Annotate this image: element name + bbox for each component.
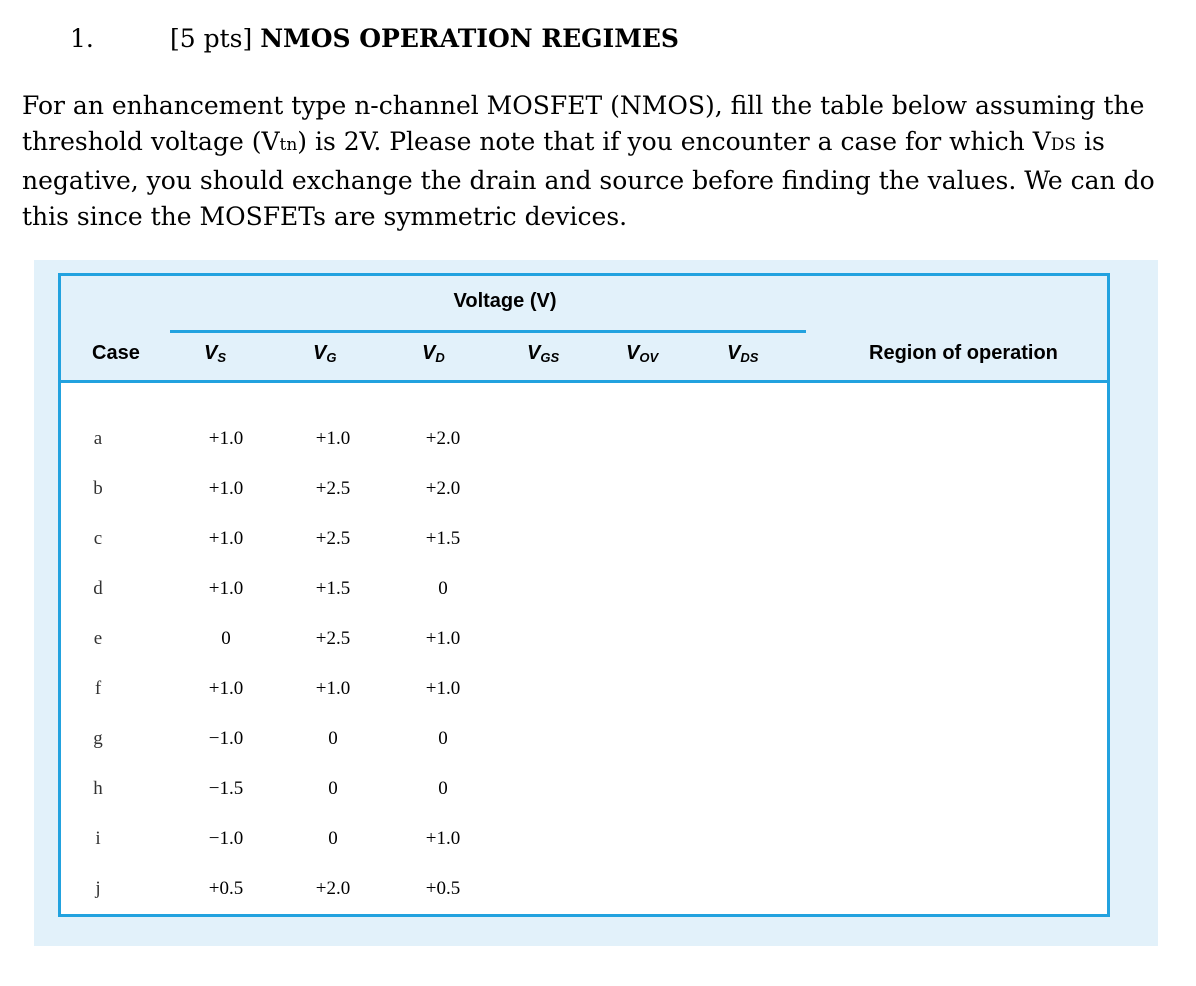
col-header-case: Case xyxy=(92,342,140,364)
instructions-part-3: is negative, you should exchange the drain and source before finding the values. We can do this since the MOSFETs are symmetric devices. xyxy=(22,127,1155,231)
row-a-vd: +2.0 xyxy=(425,428,461,449)
voltage-group-header: Voltage (V) xyxy=(453,290,557,312)
row-g-case: g xyxy=(93,728,103,749)
instructions-sub-ds: DS xyxy=(1050,135,1077,155)
col-header-vds-sub: DS xyxy=(740,350,759,365)
row-b-vd: +2.0 xyxy=(425,478,461,499)
instructions-part-2: ) is 2V. Please note that if you encounter a case for which V xyxy=(297,127,1051,156)
row-b-case: b xyxy=(93,478,103,499)
col-header-vgs-sub: GS xyxy=(540,350,560,365)
row-e-vd: +1.0 xyxy=(425,628,461,649)
row-f-case: f xyxy=(94,678,102,699)
row-i-vd: +1.0 xyxy=(425,828,461,849)
col-header-vs xyxy=(204,342,226,365)
col-header-region: Region of operation xyxy=(869,342,1058,364)
question-heading xyxy=(170,24,679,53)
col-header-vov-sub: OV xyxy=(639,350,659,365)
row-c-vs: +1.0 xyxy=(208,528,244,549)
question-title: NMOS OPERATION REGIMES xyxy=(260,24,679,53)
row-i-case: i xyxy=(95,828,101,849)
col-header-vgs xyxy=(527,342,559,365)
col-header-vd-main: V xyxy=(422,342,436,364)
col-header-vd-sub: D xyxy=(435,350,445,365)
row-a-case: a xyxy=(93,428,103,449)
row-a-vg: +1.0 xyxy=(315,428,351,449)
table-header-rule xyxy=(58,380,1110,383)
question-number: 1. xyxy=(70,24,94,53)
row-a-vs: +1.0 xyxy=(208,428,244,449)
instructions-part-1: For an enhancement type n-channel MOSFET (NMOS), fill the table below assuming the threshold voltage (V xyxy=(22,91,1145,156)
col-header-vov xyxy=(626,342,658,365)
row-d-vg: +1.5 xyxy=(315,578,351,599)
row-e-case: e xyxy=(93,628,103,649)
col-header-vg-main: V xyxy=(313,342,327,364)
row-e-vg: +2.5 xyxy=(315,628,351,649)
question-points: [5 pts] xyxy=(170,24,253,53)
row-h-vg: 0 xyxy=(328,778,338,799)
row-d-vs: +1.0 xyxy=(208,578,244,599)
row-b-vs: +1.0 xyxy=(208,478,244,499)
instructions-paragraph xyxy=(22,88,1172,235)
col-header-vds-main: V xyxy=(727,342,741,364)
col-header-vgs-main: V xyxy=(527,342,541,364)
row-c-vg: +2.5 xyxy=(315,528,351,549)
row-j-vd: +0.5 xyxy=(425,878,461,899)
row-e-vs: 0 xyxy=(221,628,231,649)
row-g-vd: 0 xyxy=(438,728,448,749)
row-c-case: c xyxy=(93,528,103,549)
row-h-case: h xyxy=(93,778,103,799)
row-h-vs: −1.5 xyxy=(208,778,244,799)
row-d-case: d xyxy=(93,578,103,599)
col-header-vds xyxy=(727,342,758,365)
row-f-vd: +1.0 xyxy=(425,678,461,699)
col-header-vov-main: V xyxy=(626,342,640,364)
voltage-group-rule xyxy=(170,330,806,333)
row-i-vg: 0 xyxy=(328,828,338,849)
col-header-vd xyxy=(422,342,445,365)
row-j-vs: +0.5 xyxy=(208,878,244,899)
col-header-vg-sub: G xyxy=(326,350,337,365)
row-i-vs: −1.0 xyxy=(208,828,244,849)
instructions-sub-tn: tn xyxy=(279,135,298,155)
row-b-vg: +2.5 xyxy=(315,478,351,499)
col-header-vs-sub: S xyxy=(217,350,227,365)
row-j-case: j xyxy=(95,878,101,899)
col-header-vs-main: V xyxy=(204,342,218,364)
row-j-vg: +2.0 xyxy=(315,878,351,899)
col-header-vg xyxy=(313,342,336,365)
row-c-vd: +1.5 xyxy=(425,528,461,549)
row-f-vs: +1.0 xyxy=(208,678,244,699)
row-d-vd: 0 xyxy=(438,578,448,599)
row-h-vd: 0 xyxy=(438,778,448,799)
row-g-vs: −1.0 xyxy=(208,728,244,749)
row-g-vg: 0 xyxy=(328,728,338,749)
row-f-vg: +1.0 xyxy=(315,678,351,699)
